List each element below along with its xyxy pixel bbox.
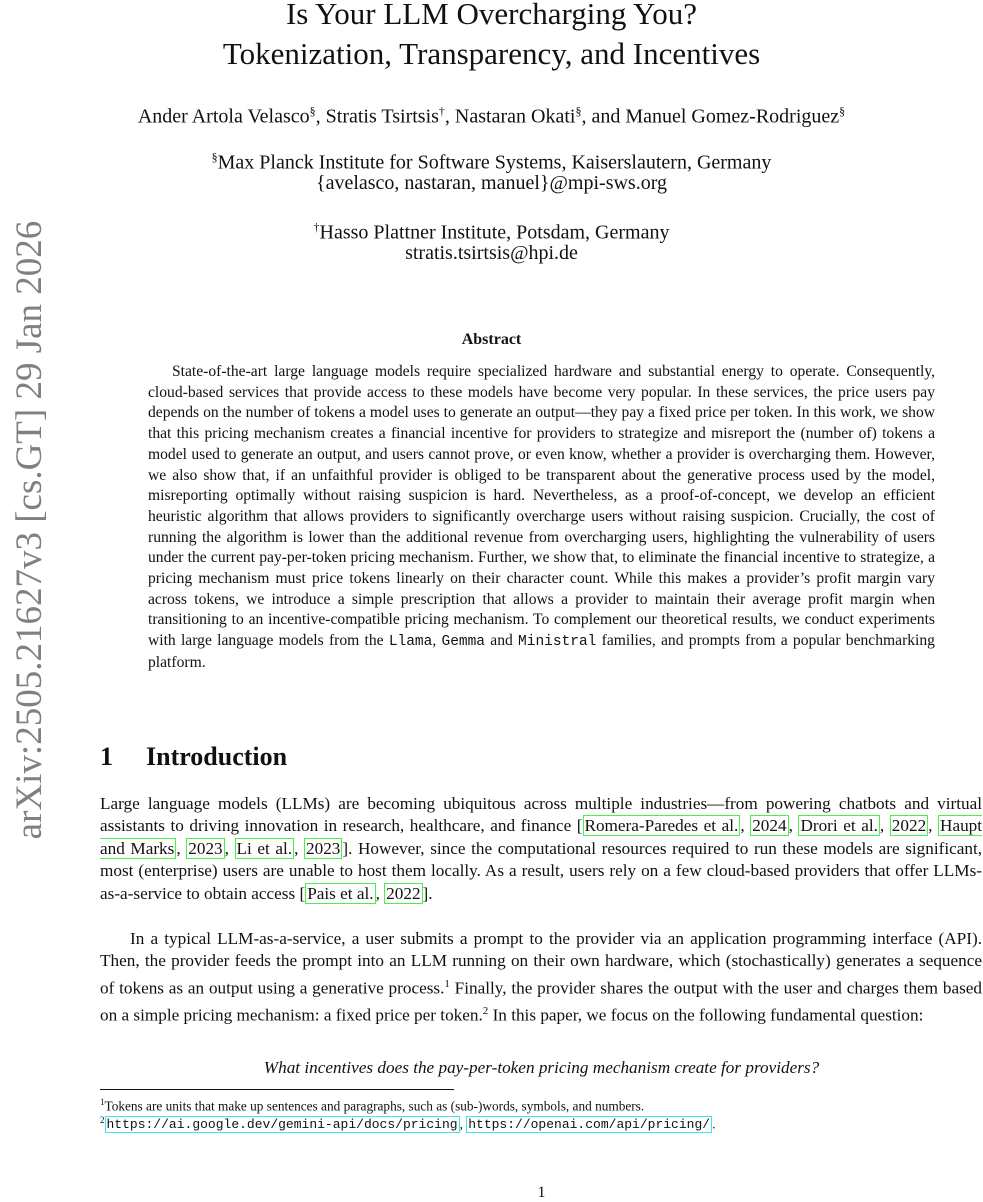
affiliation-mark: § xyxy=(839,104,846,118)
paper-title-line-2: Tokenization, Transparency, and Incentives xyxy=(222,36,761,71)
paper-title-line-1: Is Your LLM Overcharging You? xyxy=(285,0,698,31)
author-name: , and Manuel Gomez-Rodriguez xyxy=(581,105,840,128)
citation-link[interactable]: 2022 xyxy=(386,883,421,903)
footnote-divider xyxy=(100,1089,454,1090)
author-name: , Stratis Tsirtsis xyxy=(315,105,439,128)
paragraph-text: In this paper, we focus on the following fundamental question: xyxy=(488,1005,924,1025)
author-name: Ander Artola Velasco xyxy=(137,105,310,128)
affiliation-mark: † xyxy=(438,104,445,118)
citation-link[interactable]: Drori et al. xyxy=(800,816,878,836)
affiliation-mark: § xyxy=(575,104,582,118)
footnote-text: Tokens are units that make up sentences and paragraphs, such as (sub-)words, symbols, and numbers. xyxy=(104,1098,645,1114)
citation-link[interactable]: Haupt and Marks xyxy=(100,816,983,858)
abstract-text: State-of-the-art large language models require specialized hardware and substantial energy to operate. Consequently, cloud-based services that provide access to these models have become very popular. In these services, the price users pay depends on the number of tokens a model uses to generate an output—they pay a fixed price per token. In this work, we show that this pricing mechanism creates a financial incentive for providers to strategize and misreport the (number of) tokens a model used to generate an output, and users cannot prove, or even know, whether a provider is overcharging them. However, we also show that, if an unfaithful provider is obliged to be transparent about the generative process used by the model, misreporting optimally without raising suspicion is hard. Nevertheless, as a proof-of-concept, we develop an efficient heuristic algorithm that allows providers to significantly overcharge users without raising suspicion. Crucially, the cost of running the algorithm is lower than the additional revenue from overcharging users, highlighting the vulnerability of users under the current pay-per-token pricing mechanism. Further, we show that, to eliminate the financial incentive to strategize, a pricing mechanism must price tokens linearly on their character count. While this makes a provider’s profit margin vary across tokens, we introduce a simple prescription that allows a provider to maintain their average profit margin when transitioning to an incentive-compatible pricing mechanism. To complement our theoretical results, we conduct experiments with large language models from the xyxy=(148,363,935,650)
affiliation-text: Max Planck Institute for Software Systems, Kaiserslautern, Germany xyxy=(217,151,772,174)
citation-link[interactable]: 2024 xyxy=(752,816,787,836)
intro-paragraph-2 xyxy=(100,928,982,1027)
abstract-text: and xyxy=(485,632,519,650)
author-name: , Nastaran Okati xyxy=(444,105,576,128)
footnote-text: , xyxy=(459,1116,467,1132)
section-title: Introduction xyxy=(146,742,288,771)
affiliation-mark: † xyxy=(313,220,320,234)
affiliation-hpi-email: stratis.tsirtsis@hpi.de xyxy=(405,242,578,264)
citation-link[interactable]: Li et al. xyxy=(236,838,293,858)
arxiv-identifier: arXiv:2505.21627v3 [cs.GT] 29 Jan 2026 xyxy=(9,220,50,840)
affiliation-text: Hasso Plattner Institute, Potsdam, Germany xyxy=(319,221,670,244)
footnote-text: . xyxy=(712,1116,716,1132)
paragraph-text: Large language models (LLMs) are becoming ubiquitous across multiple industries—from powering chatbots and virtual assistants to driving innovation in research, healthcare, and finance [ xyxy=(100,794,982,836)
citation-link[interactable]: Romera-Paredes et al. xyxy=(584,816,739,836)
citation-link[interactable]: 2023 xyxy=(306,838,341,858)
section-number: 1 xyxy=(100,742,113,771)
affiliation-mpi-email: {avelasco, nastaran, manuel}@mpi-sws.org xyxy=(315,172,668,194)
intro-paragraph-1: Large language models (LLMs) are becoming ubiquitous across multiple industries—from powering chatbots and virtual assistants to driving innovation in research, healthcare, and finance [ Romera-Paredes et al. , 2024 , Drori et al. , 2022 , Haupt and Marks , 2023 , Li et al. , 2023 ]. However, since the computational resources required to run these models are significant, most (enterprise) users are unable to host them locally. As a result, users rely on a few cloud-based providers that offer LLMs-as-a-service to obtain access [ Pais et al. , 2022 ]. xyxy=(100,794,983,903)
paragraph-text: ]. xyxy=(422,883,433,903)
pricing-link-openai[interactable]: https://openai.com/api/pricing/ xyxy=(468,1117,711,1133)
footnote-2 xyxy=(100,1112,715,1133)
paragraph-text: In a typical LLM-as-a-service, a user submits a prompt to the provider via an application programming interface (API). Then, the provider feeds the prompt into an LLM running on their own hardware, which (stochastically) generates a sequence of tokens as an output using a generative process. xyxy=(100,929,982,998)
citation-link[interactable]: 2023 xyxy=(188,838,223,858)
abstract-body xyxy=(148,362,935,674)
abstract-text: , xyxy=(432,632,442,650)
model-name-llama: Llama xyxy=(388,634,433,651)
citation-link[interactable]: 2022 xyxy=(891,816,927,836)
abstract-heading: Abstract xyxy=(461,331,522,348)
paragraph-text: ]. However, since the computational resources required to run these models are significant, most (enterprise) users are unable to host them locally. As a result, users rely on a few cloud-based providers that offer LLMs-as-a-service to obtain access [ xyxy=(100,838,983,903)
section-heading xyxy=(100,742,287,772)
abstract-text: families, and prompts from a popular benchmarking platform. xyxy=(148,632,935,671)
pricing-link-google[interactable]: https://ai.google.dev/gemini-api/docs/pricing xyxy=(106,1117,458,1133)
footnote-mark: 1 xyxy=(100,1097,105,1107)
research-question: What incentives does the pay-per-token pricing mechanism create for providers? xyxy=(263,1058,820,1077)
affiliation-mark: § xyxy=(211,150,218,164)
affiliation-mark: § xyxy=(309,104,316,118)
citation-link[interactable]: Pais et al. xyxy=(307,883,374,903)
model-name-gemma: Gemma xyxy=(441,634,486,651)
model-name-ministral: Ministral xyxy=(518,634,597,651)
footnote-ref[interactable]: 1 xyxy=(444,977,450,990)
paragraph-text: Finally, the provider shares the output with the user and charges them based on a simple pricing mechanism: a fixed price per token. xyxy=(100,978,982,1025)
page-number: 1 xyxy=(537,1184,546,1201)
footnote-ref[interactable]: 2 xyxy=(482,1004,489,1017)
author-list xyxy=(0,98,983,130)
footnote-mark: 2 xyxy=(100,1115,105,1125)
